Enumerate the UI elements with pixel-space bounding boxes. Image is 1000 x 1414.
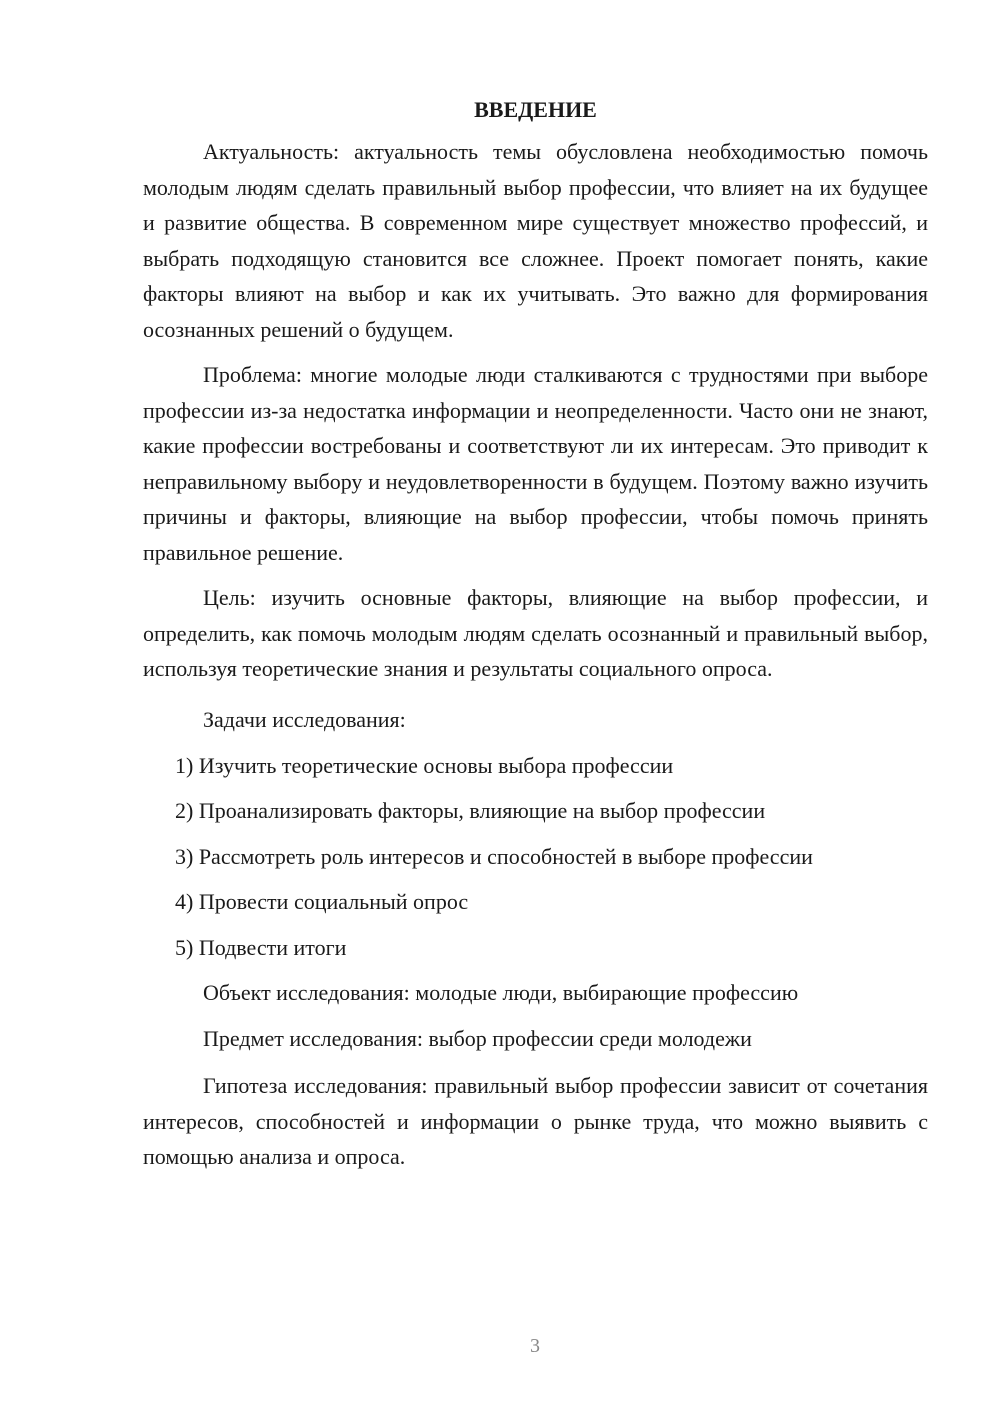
page-title: ВВЕДЕНИЕ bbox=[474, 97, 597, 122]
page-number: 3 bbox=[530, 1335, 540, 1357]
tasks-heading: Задачи исследования: bbox=[203, 706, 406, 732]
tasks-list bbox=[143, 743, 928, 971]
task-item-5: 5) Подвести итоги bbox=[175, 934, 347, 960]
task-item-1: 1) Изучить теоретические основы выбора профессии bbox=[175, 752, 674, 778]
problem-paragraph: Проблема: многие молодые люди сталкиваются с трудностями при выборе профессии из-за недостатка информации и неопределенности. Часто они не знают, какие профессии востребованы и соответствуют ли их интересам. Это приводит к неправильному выбору и неудовлетворенности в будущем. Поэтому важно изучить причины и факторы, влияющие на выбор профессии, чтобы помочь принять правильное решение. bbox=[143, 362, 928, 565]
task-item-2: 2) Проанализировать факторы, влияющие на выбор профессии bbox=[175, 798, 766, 823]
task-item-4: 4) Провести социальный опрос bbox=[175, 889, 469, 914]
document-body bbox=[143, 92, 928, 1185]
research-object: Объект исследования: молодые люди, выбирающие профессию bbox=[203, 980, 799, 1005]
research-subject: Предмет исследования: выбор профессии среди молодежи bbox=[203, 1026, 752, 1051]
relevance-paragraph: Актуальность: актуальность темы обусловлена необходимостью помочь молодым людям сделать правильный выбор профессии, что влияет на их будущее и развитие общества. В современном мире существует множество профессий, и выбрать подходящую становится все сложнее. Проект помогает понять, какие факторы влияют на выбор и как их учитывать. Это важно для формирования осознанных решений о будущем. bbox=[143, 139, 928, 342]
goal-paragraph: Цель: изучить основные факторы, влияющие на выбор профессии, и определить, как помочь молодым людям сделать осознанный и правильный выбор, используя теоретические знания и результаты социального опроса. bbox=[143, 585, 928, 681]
hypothesis-paragraph: Гипотеза исследования: правильный выбор профессии зависит от сочетания интересов, способностей и информации о рынке труда, что можно выявить с помощью анализа и опроса. bbox=[143, 1073, 928, 1169]
task-item-3: 3) Рассмотреть роль интересов и способностей в выборе профессии bbox=[175, 843, 813, 869]
